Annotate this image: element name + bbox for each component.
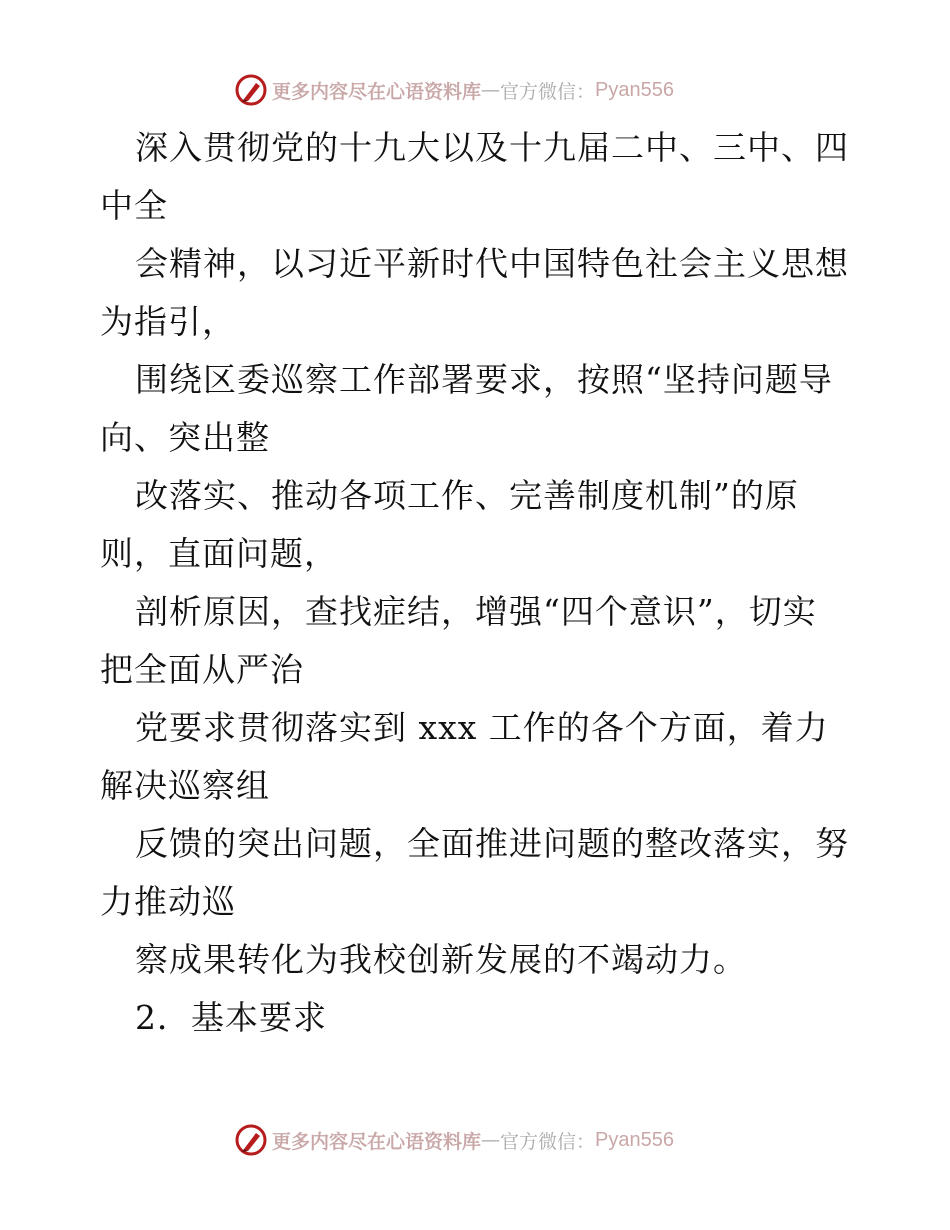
header-banner bbox=[234, 72, 674, 108]
body-line: 改落实、推动各项工作、完善制度机制”的原 bbox=[135, 476, 799, 515]
pen-logo-icon bbox=[234, 73, 268, 107]
dash: — bbox=[481, 1129, 501, 1151]
body-line: 向、突出整 bbox=[100, 418, 270, 457]
footer-banner bbox=[234, 1122, 674, 1158]
brand-text: 更多内容尽在心语资料库 bbox=[272, 80, 482, 103]
brand-text: 更多内容尽在心语资料库 bbox=[272, 1130, 482, 1153]
body-line: 党要求贯彻落实到 xxx 工作的各个方面，着力 bbox=[135, 708, 829, 747]
body-line: 力推动巡 bbox=[100, 882, 236, 921]
body-line: 中全 bbox=[100, 186, 168, 225]
body-line: 剖析原因，查找症结，增强“四个意识”，切实 bbox=[135, 592, 817, 631]
dash: — bbox=[481, 79, 501, 101]
wechat-label: 官方微信： bbox=[500, 80, 596, 103]
wechat-id: Pyan556 bbox=[595, 1128, 674, 1151]
body-line: 围绕区委巡察工作部署要求，按照“坚持问题导 bbox=[135, 360, 833, 399]
body-line: 解决巡察组 bbox=[100, 766, 270, 805]
section-heading: 2．基本要求 bbox=[135, 998, 327, 1037]
body-line: 察成果转化为我校创新发展的不竭动力。 bbox=[135, 940, 747, 979]
body-line: 深入贯彻党的十九大以及十九届二中、三中、四 bbox=[135, 128, 849, 167]
wechat-label: 官方微信： bbox=[500, 1130, 596, 1153]
body-line: 则，直面问题， bbox=[100, 534, 338, 573]
body-line: 把全面从严治 bbox=[100, 650, 304, 689]
body-line: 会精神，以习近平新时代中国特色社会主义思想 bbox=[135, 244, 849, 283]
pen-logo-icon bbox=[234, 1123, 268, 1157]
body-line: 为指引， bbox=[100, 302, 236, 341]
wechat-id: Pyan556 bbox=[595, 78, 674, 101]
body-line: 反馈的突出问题，全面推进问题的整改落实，努 bbox=[135, 824, 849, 863]
